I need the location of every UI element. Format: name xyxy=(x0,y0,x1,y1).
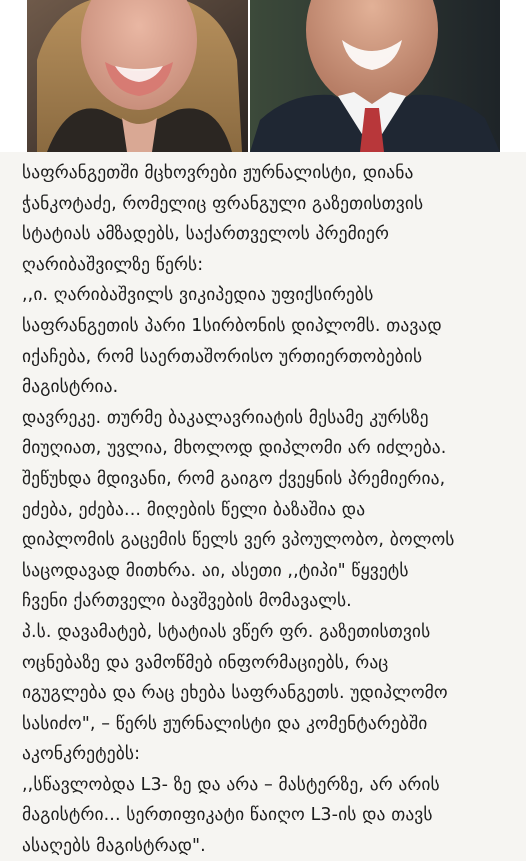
article-line: აკონკრეტებს: xyxy=(22,744,141,765)
article-line: ჭანკოტაძე, რომელიც ფრანგული გაზეთისთვის xyxy=(22,193,424,214)
article-line: შეწუხდა მდივანი, რომ გაიგო ქვეყნის პრემიერია, xyxy=(22,468,446,489)
article-line: ჩვენი ქართველი ბავშვების მომავალს. xyxy=(22,591,352,612)
man-portrait-photo xyxy=(250,0,500,152)
article-line: მაგისტრია. xyxy=(22,377,119,398)
article-line: ოცნებაზე და ვამოწმებ ინფორმაციებს, რაც xyxy=(22,652,389,673)
article-line: ასაღებს მაგისტრად". xyxy=(22,836,206,857)
photo-strip xyxy=(0,0,526,152)
article-line: ,,ი. ღარიბაშვილს ვიკიპედია უფიქსირებს xyxy=(22,285,374,306)
article-line: საფრანგეთში მცხოვრები ჟურნალისტი, დიანა xyxy=(22,163,414,183)
article-text xyxy=(22,158,522,862)
article-line: მიუღიათ, უვლია, მხოლოდ დიპლომი არ იძლება. xyxy=(22,438,447,459)
article-line: ,,სწავლობდა L3- ზე და არა – მასტერზე, არ არის xyxy=(22,774,440,795)
article-line: პ.ს. დავამატებ, სტატიას ვწერ ფრ. გაზეთისთვის xyxy=(22,621,431,642)
article-line: ეძება, ეძება... მიღების წელი ბაზაშია და xyxy=(22,499,366,520)
article-line: მაგისტრი... სერთიფიკატი წაიღო L3-ის და თავს xyxy=(22,805,433,826)
article-line: იქაჩება, რომ საერთაშორისო ურთიერთობების xyxy=(22,346,423,367)
article-line: დავრეკე. თურმე ბაკალავრიატის მესამე კურსზე xyxy=(22,407,429,428)
article-line: ღარიბაშვილზე წერს: xyxy=(22,254,204,275)
article-line: სტატიას ამზადებს, საქართველოს პრემიერ xyxy=(22,224,389,245)
article-line: იგუგლება და რაც ეხება საფრანგეთს. უდიპლომო xyxy=(22,683,448,704)
woman-portrait-photo xyxy=(27,0,250,152)
article-line: საცოდავად მითხრა. აი, ასეთი ,,ტიპი" წყვეტს xyxy=(22,560,409,581)
article-line: დიპლომის გაცემის წელს ვერ ვპოულობო, ბოლოს xyxy=(22,530,455,551)
article-line: სასიძო", – წერს ჟურნალისტი და კომენტარებში xyxy=(22,713,428,734)
article-line: საფრანგეთის პარი 1სირბონის დიპლომს. თავად xyxy=(22,315,442,336)
